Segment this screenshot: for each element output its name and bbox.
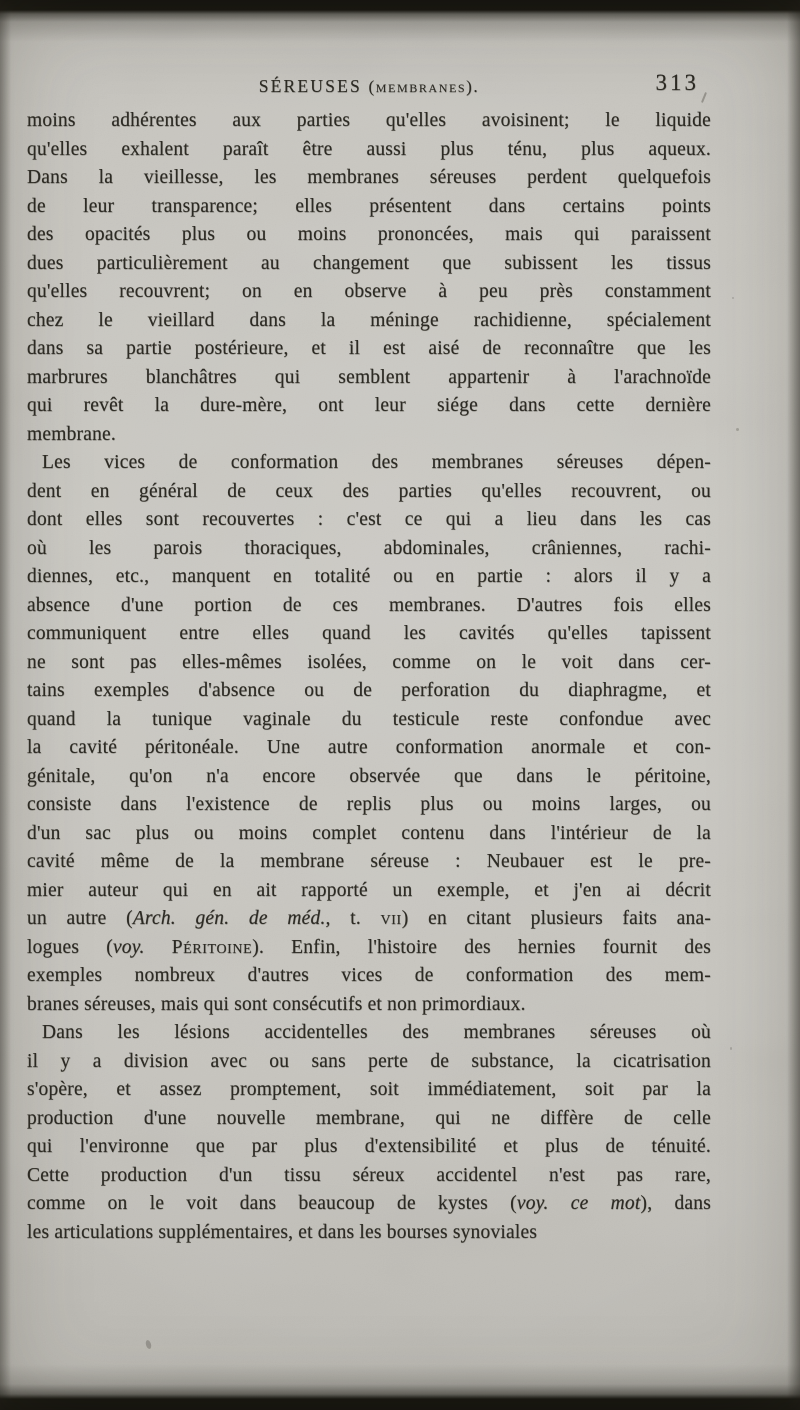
text-line: d'un sac plus ou moins complet contenu dans l'intérieur de la bbox=[27, 822, 711, 844]
text-line: absence d'une portion de ces membranes. D'autres fois elles bbox=[27, 594, 711, 616]
text-line: branes séreuses, mais qui sont consécutifs et non primordiaux. bbox=[27, 993, 526, 1015]
text-line: membrane. bbox=[27, 423, 116, 445]
text-line: ne sont pas elles-mêmes isolées, comme on le voit dans cer- bbox=[27, 651, 711, 673]
scan-edge-left bbox=[0, 0, 11, 1410]
scan-edge-bottom bbox=[0, 1364, 800, 1410]
text-line: où les parois thoraciques, abdominales, crâniennes, rachi- bbox=[27, 537, 711, 559]
text-line: les articulations supplémentaires, et dans les bourses synoviales bbox=[27, 1221, 538, 1243]
paragraph bbox=[27, 107, 711, 449]
page-header bbox=[27, 70, 711, 102]
text-line: dent en général de ceux des parties qu'elles recouvrent, ou bbox=[27, 480, 711, 502]
page-body bbox=[27, 107, 711, 1247]
running-title-main: SÉREUSES bbox=[258, 76, 369, 96]
text-line: tains exemples d'absence ou de perforation du diaphragme, et bbox=[27, 680, 711, 701]
text-line: qui l'environne que par plus d'extensibilité et plus de ténuité. bbox=[27, 1136, 711, 1157]
text-line: moins adhérentes aux parties qu'elles avoisinent; le liquide bbox=[27, 110, 711, 131]
running-title-paren: (membranes). bbox=[368, 77, 480, 96]
text-line: qui revêt la dure-mère, ont leur siége dans cette dernière bbox=[27, 395, 711, 416]
text-line: la cavité péritonéale. Une autre conformation anormale et con- bbox=[27, 737, 711, 758]
paragraph bbox=[27, 1019, 711, 1247]
text-line: dans sa partie postérieure, et il est aisé de reconnaître que les bbox=[27, 338, 711, 359]
scan-artifact bbox=[730, 1047, 732, 1050]
page-number: 313 bbox=[655, 70, 699, 95]
text-line: comme on le voit dans beaucoup de kystes (voy. ce mot), dans bbox=[27, 1193, 712, 1214]
running-title bbox=[259, 76, 480, 97]
text-line: communiquent entre elles quand les cavités qu'elles tapissent bbox=[27, 623, 711, 644]
text-line: de leur transparence; elles présentent dans certains points bbox=[27, 195, 711, 217]
text-line: Cette production d'un tissu séreux accidentel n'est pas rare, bbox=[27, 1164, 711, 1186]
text-line: Les vices de conformation des membranes séreuses dépen- bbox=[42, 452, 711, 473]
text-line: quand la tunique vaginale du testicule reste confondue avec bbox=[27, 708, 711, 730]
text-line: s'opère, et assez promptement, soit immédiatement, soit par la bbox=[27, 1079, 711, 1100]
text-line: logues (voy. Péritoine). Enfin, l'histoire des hernies fournit des bbox=[27, 936, 711, 958]
text-line: dues particulièrement au changement que subissent les tissus bbox=[27, 252, 711, 274]
text-line: il y a division avec ou sans perte de substance, la cicatrisation bbox=[27, 1050, 711, 1072]
text-line: production d'une nouvelle membrane, qui ne diffère de celle bbox=[27, 1107, 711, 1129]
scan-edge-right bbox=[787, 0, 800, 1410]
text-line: diennes, etc., manquent en totalité ou en partie : alors il y a bbox=[27, 566, 711, 587]
text-line: un autre (Arch. gén. de méd., t. vii) en citant plusieurs faits ana- bbox=[27, 908, 712, 929]
scan-edge-top bbox=[0, 0, 800, 42]
text-line: exemples nombreux d'autres vices de conformation des mem- bbox=[27, 965, 711, 986]
text-line: Dans la vieillesse, les membranes séreuses perdent quelquefois bbox=[27, 167, 711, 188]
scan-artifact bbox=[732, 297, 734, 299]
text-line: Dans les lésions accidentelles des membranes séreuses où bbox=[42, 1022, 711, 1043]
scan-artifact bbox=[145, 1339, 152, 1349]
paragraph bbox=[27, 449, 711, 1019]
text-line: génitale, qu'on n'a encore observée que dans le péritoine, bbox=[27, 765, 711, 787]
text-line: mier auteur qui en ait rapporté un exemple, et j'en ai décrit bbox=[27, 879, 711, 901]
scan-artifact bbox=[736, 428, 739, 431]
text-line: chez le vieillard dans la méninge rachidienne, spécialement bbox=[27, 309, 711, 331]
text-line: consiste dans l'existence de replis plus ou moins larges, ou bbox=[27, 794, 711, 815]
text-line: dont elles sont recouvertes : c'est ce qui a lieu dans les cas bbox=[27, 509, 711, 530]
text-line: qu'elles exhalent paraît être aussi plus ténu, plus aqueux. bbox=[27, 138, 711, 160]
text-line: marbrures blanchâtres qui semblent appartenir à l'arachnoïde bbox=[27, 366, 711, 388]
text-line: cavité même de la membrane séreuse : Neubauer est le pre- bbox=[27, 851, 711, 872]
text-line: des opacités plus ou moins prononcées, mais qui paraissent bbox=[27, 224, 711, 245]
text-line: qu'elles recouvrent; on en observe à peu près constamment bbox=[27, 281, 711, 302]
